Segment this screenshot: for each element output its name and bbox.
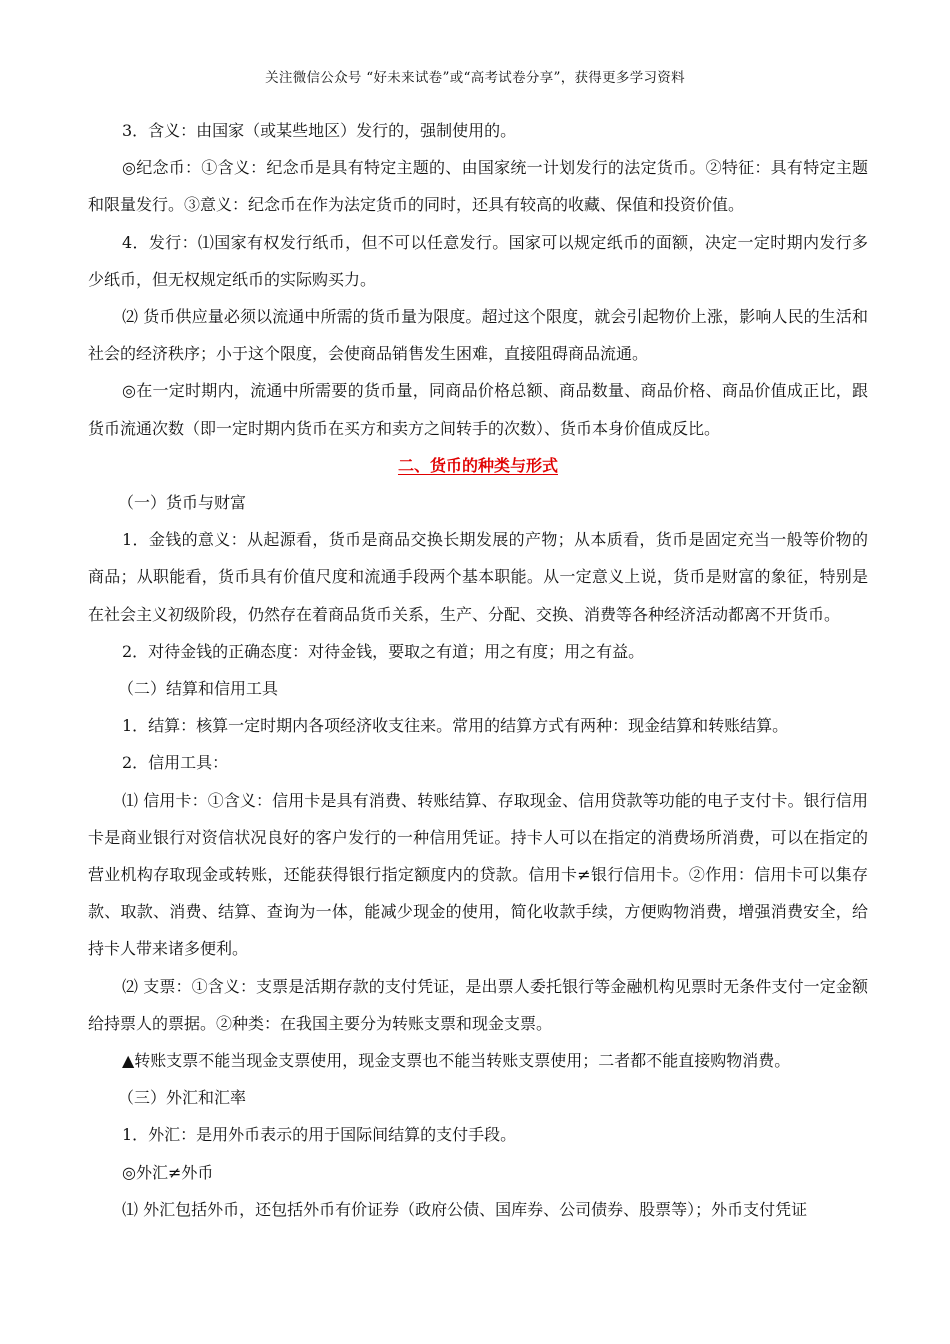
paragraph-money-demand: ◎在一定时期内，流通中所需要的货币量，同商品价格总额、商品数量、商品价格、商品价值成正比，跟货币流通次数（即一定时期内货币在买方和卖方之间转手的次数）、货币本身价值成反比。	[88, 381, 868, 438]
document-body	[88, 112, 868, 1228]
section-title: 二、货币的种类与形式	[397, 455, 558, 475]
paragraph-commemorative-coin: ◎纪念币：①含义：纪念币是具有特定主题的、由国家统一计划发行的法定货币。②特征：具有特定主题和限量发行。③意义：纪念币在作为法定货币的同时，还具有较高的收藏、保值和投资价值。	[88, 158, 868, 215]
paragraph-credit-tools: 2．信用工具：	[122, 753, 229, 773]
paragraph-money-attitude: 2．对待金钱的正确态度：对待金钱，要取之有道；用之有度；用之有益。	[122, 641, 645, 661]
paragraph-issuance: 4．发行：⑴国家有权发行纸币，但不可以任意发行。国家可以规定纸币的面额，决定一定时期内发行多少纸币，但无权规定纸币的实际购买力。	[88, 232, 868, 289]
subheading-money-wealth: （一）货币与财富	[118, 493, 247, 513]
paragraph-meaning: 3．含义：由国家（或某些地区）发行的，强制使用的。	[122, 121, 517, 140]
paragraph-money-supply: ⑵ 货币供应量必须以流通中所需的货币量为限度。超过这个限度，就会引起物价上涨，影响人民的生活和社会的经济秩序；小于这个限度，会使商品销售发生困难，直接阻碍商品流通。	[88, 307, 868, 364]
paragraph-forex-includes: ⑴ 外汇包括外币，还包括外币有价证券（政府公债、国库券、公司债券、股票等）；外币支付凭证	[122, 1199, 808, 1219]
paragraph-settlement: 1．结算：核算一定时期内各项经济收支往来。常用的结算方式有两种：现金结算和转账结算。	[122, 716, 789, 736]
paragraph-forex-not-currency: ◎外汇≠外币	[122, 1162, 214, 1182]
subheading-settlement-credit: （二）结算和信用工具	[118, 679, 279, 699]
subheading-foreign-exchange: （三）外汇和汇率	[118, 1088, 247, 1108]
paragraph-cheque-note: ▲转账支票不能当现金支票使用，现金支票也不能当转账支票使用；二者都不能直接购物消费。	[122, 1051, 791, 1071]
paragraph-money-meaning: 1．金钱的意义：从起源看，货币是商品交换长期发展的产物；从本质看，货币是固定充当一般等价物的商品；从职能看，货币具有价值尺度和流通手段两个基本职能。从一定意义上说，货币是财富的象征，特别是在社会主义初级阶段，仍然存在着商品货币关系，生产、分配、交换、消费等各种经济活动都离不开货币。	[88, 530, 868, 624]
paragraph-cheque: ⑵ 支票：①含义：支票是活期存款的支付凭证，是出票人委托银行等金融机构见票时无条件支付一定金额给持票人的票据。②种类：在我国主要分为转账支票和现金支票。	[88, 976, 868, 1033]
paragraph-forex-definition: 1．外汇：是用外币表示的用于国际间结算的支付手段。	[122, 1125, 517, 1145]
header-note: 关注微信公众号 “好未来试卷”或“高考试卷分享”，获得更多学习资料	[265, 70, 685, 86]
paragraph-credit-card: ⑴ 信用卡：①含义：信用卡是具有消费、转账结算、存取现金、信用贷款等功能的电子支付卡。银行信用卡是商业银行对资信状况良好的客户发行的一种信用凭证。持卡人可以在指定的消费场所消费，可以在指定的营业机构存取现金或转账，还能获得银行指定额度内的贷款。信用卡≠银行信用卡。②作用：信用卡可以集存款、取款、消费、结算、查询为一体，能减少现金的使用，简化收款手续，方便购物消费，增强消费安全，给持卡人带来诸多便利。	[88, 790, 868, 959]
